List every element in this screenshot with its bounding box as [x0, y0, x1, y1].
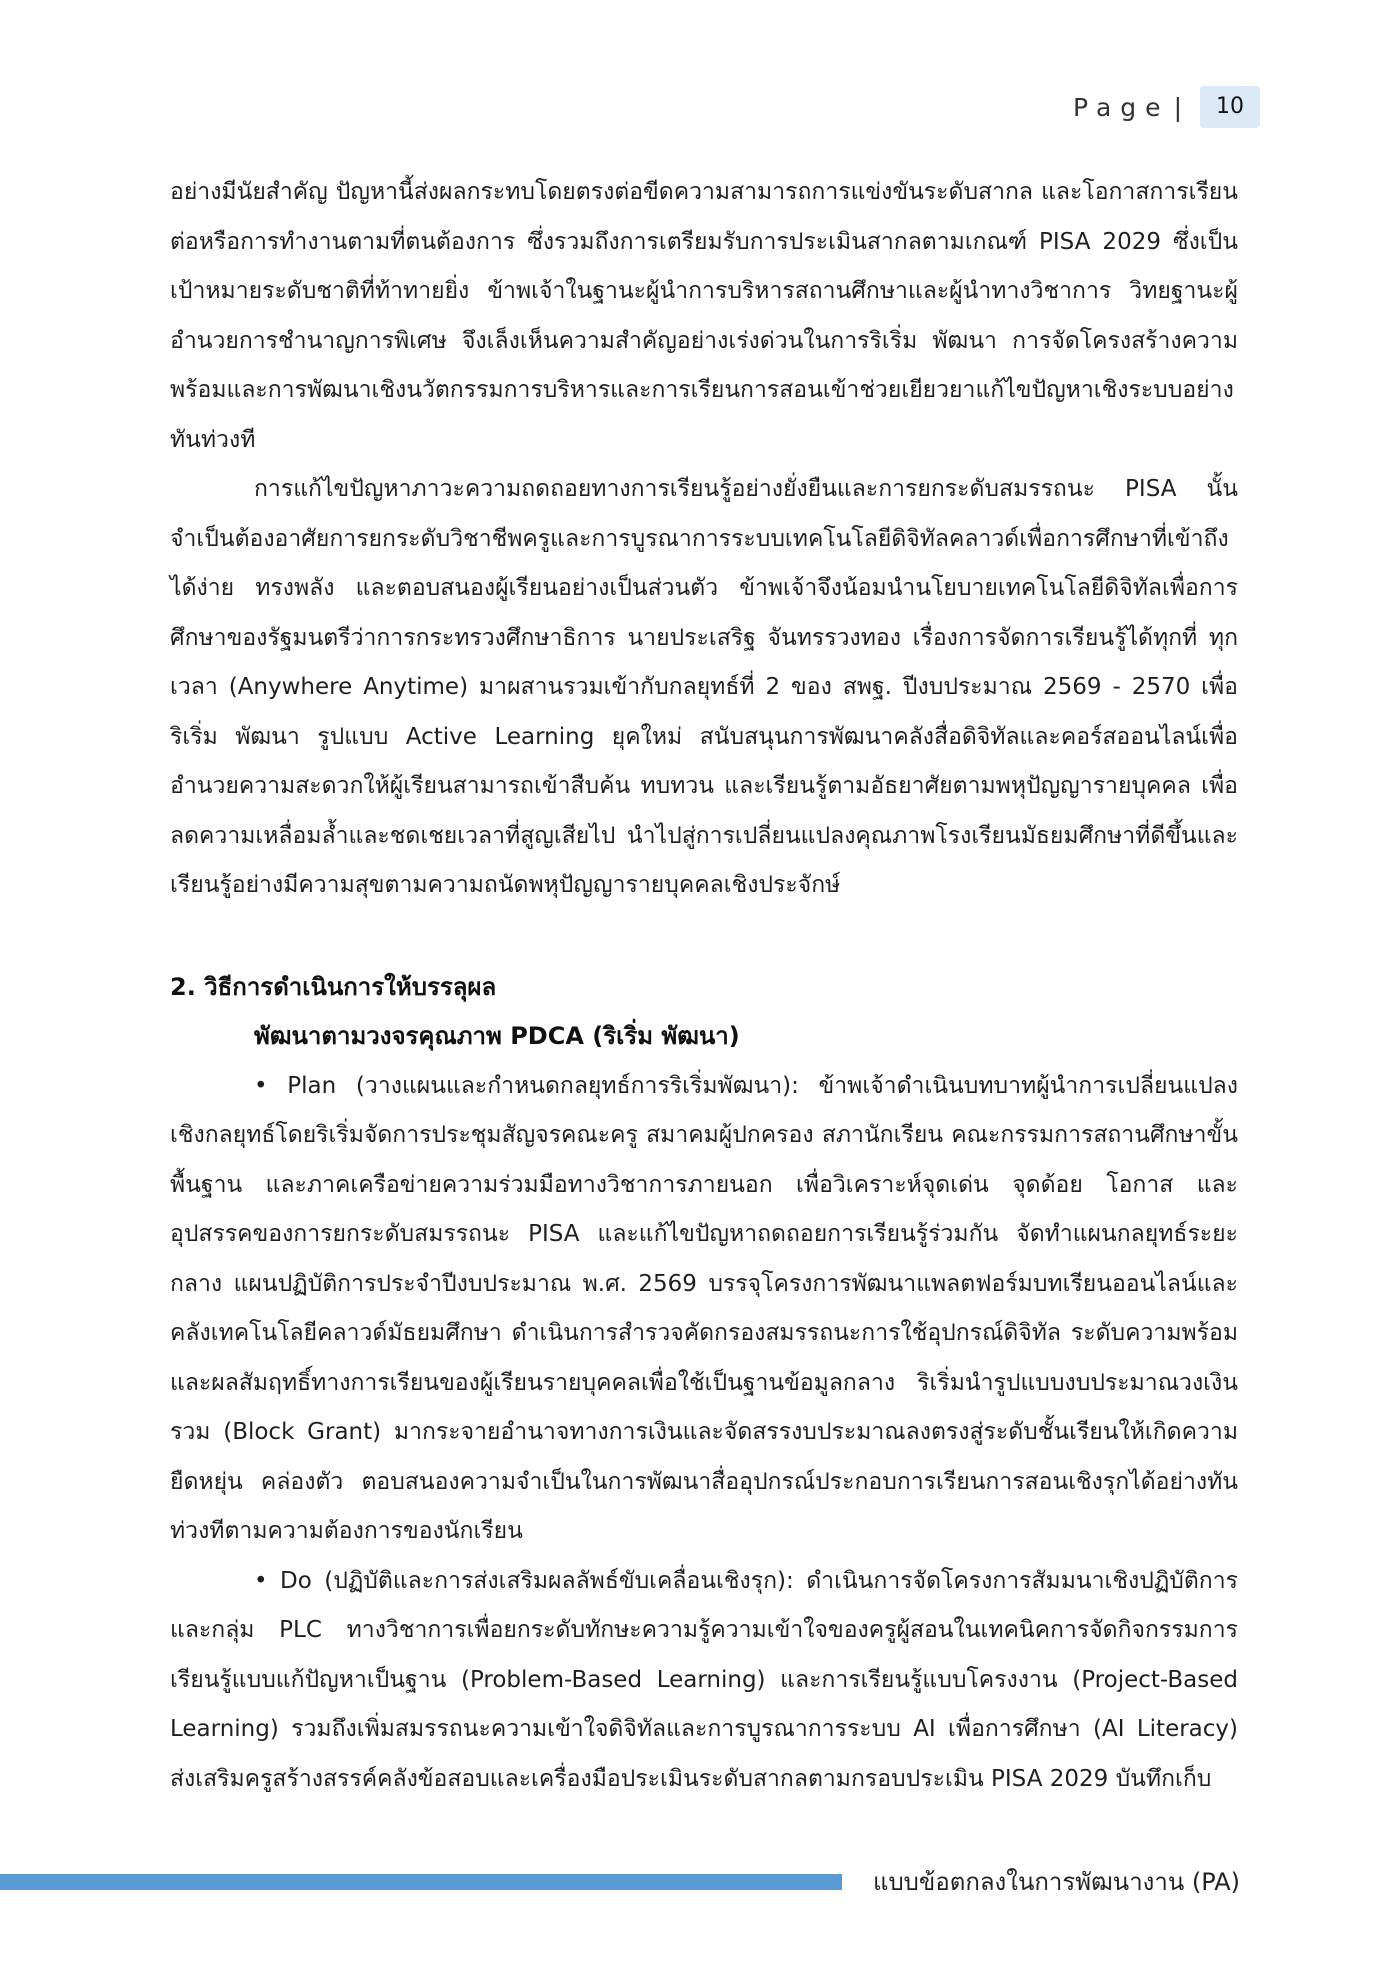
section-heading: 2. วิธีการดำเนินการให้บรรลุผล [170, 972, 497, 1001]
section-spacer [170, 911, 1238, 963]
plan-paragraph: • Plan (วางแผนและกำหนดกลยุทธ์การริเริ่มพัฒนา): ข้าพเจ้าดำเนินบทบาทผู้นำการเปลี่ยนแปลงเชิงกลยุทธ์โดยริเริ่มจัดการประชุมสัญจรคณะครู สมาคมผู้ปกครอง สภานักเรียน คณะกรรมการสถานศึกษาขั้นพื้นฐาน และภาคเครือข่ายความร่วมมือทางวิชาการภายนอก เพื่อวิเคราะห์จุดเด่น จุดด้อย โอกาส และอุปสรรคของการยกระดับสมรรถนะ PISA และแก้ไขปัญหาถดถอยการเรียนรู้ร่วมกัน จัดทำแผนกลยุทธ์ระยะกลาง แผนปฏิบัติการประจำปีงบประมาณ พ.ศ. 2569 บรรจุโครงการพัฒนาแพลตฟอร์มบทเรียนออนไลน์และคลังเทคโนโลยีคลาวด์มัธยมศึกษา ดำเนินการสำรวจคัดกรองสมรรถนะการใช้อุปกรณ์ดิจิทัล ระดับความพร้อมและผลสัมฤทธิ์ทางการเรียนของผู้เรียนรายบุคคลเพื่อใช้เป็นฐานข้อมูลกลาง ริเริ่มนำรูปแบบงบประมาณวงเงินรวม (Block Grant) มากระจายอำนาจทางการเงินและจัดสรรงบประมาณลงตรงสู่ระดับชั้นเรียนให้เกิดความยืดหยุ่น คล่องตัว ตอบสนองความจำเป็นในการพัฒนาสื่ออุปกรณ์ประกอบการเรียนการสอนเชิงรุกได้อย่างทันท่วงทีตามความต้องการของนักเรียน [170, 1072, 1238, 1544]
do-paragraph: • Do (ปฏิบัติและการส่งเสริมผลลัพธ์ขับเคลื่อนเชิงรุก): ดำเนินการจัดโครงการสัมมนาเชิงปฏิบัติการและกลุ่ม PLC ทางวิชาการเพื่อยกระดับทักษะความรู้ความเข้าใจของครูผู้สอนในเทคนิคการจัดกิจกรรมการเรียนรู้แบบแก้ปัญหาเป็นฐาน (Problem-Based Learning) และการเรียนรู้แบบโครงงาน (Project-Based Learning) รวมถึงเพิ่มสมรรถนะความเข้าใจดิจิทัลและการบูรณาการระบบ AI เพื่อการศึกษา (AI Literacy) ส่งเสริมครูสร้างสรรค์คลังข้อสอบและเครื่องมือประเมินระดับสากลตามกรอบประเมิน PISA 2029 บันทึกเก็บ [170, 1567, 1238, 1792]
solution-paragraph: การแก้ไขปัญหาภาวะความถดถอยทางการเรียนรู้อย่างยั่งยืนและการยกระดับสมรรถนะ PISA นั้นจำเป็นต้องอาศัยการยกระดับวิชาชีพครูและการบูรณาการระบบเทคโนโลยีดิจิทัลคลาวด์เพื่อการศึกษาที่เข้าถึงได้ง่าย ทรงพลัง และตอบสนองผู้เรียนอย่างเป็นส่วนตัว ข้าพเจ้าจึงน้อมนำนโยบายเทคโนโลยีดิจิทัลเพื่อการศึกษาของรัฐมนตรีว่าการกระทรวงศึกษาธิการ นายประเสริฐ จันทรรวงทอง เรื่องการจัดการเรียนรู้ได้ทุกที่ ทุกเวลา (Anywhere Anytime) มาผสานรวมเข้ากับกลยุทธ์ที่ 2 ของ สพฐ. ปีงบประมาณ 2569 - 2570 เพื่อริเริ่ม พัฒนา รูปแบบ Active Learning ยุคใหม่ สนับสนุนการพัฒนาคลังสื่อดิจิทัลและคอร์สออนไลน์เพื่ออำนวยความสะดวกให้ผู้เรียนสามารถเข้าสืบค้น ทบทวน และเรียนรู้ตามอัธยาศัยตามพหุปัญญารายบุคคล เพื่อลดความเหลื่อมล้ำและชดเชยเวลาที่สูญเสียไป นำไปสู่การเปลี่ยนแปลงคุณภาพโรงเรียนมัธยมศึกษาที่ดีขึ้นและเรียนรู้อย่างมีความสุขตามความถนัดพหุปัญญารายบุคคลเชิงประจักษ์ [170, 476, 1238, 898]
page-header [1073, 86, 1260, 128]
intro-paragraph: อย่างมีนัยสำคัญ ปัญหานี้ส่งผลกระทบโดยตรงต่อขีดความสามารถการแข่งขันระดับสากล และโอกาสการเรียนต่อหรือการทำงานตามที่ตนต้องการ ซึ่งรวมถึงการเตรียมรับการประเมินสากลตามเกณฑ์ PISA 2029 ซึ่งเป็นเป้าหมายระดับชาติที่ท้าทายยิ่ง ข้าพเจ้าในฐานะผู้นำการบริหารสถานศึกษาและผู้นำทางวิชาการ วิทยฐานะผู้อำนวยการชำนาญการพิเศษ จึงเล็งเห็นความสำคัญอย่างเร่งด่วนในการริเริ่ม พัฒนา การจัดโครงสร้างความพร้อมและการพัฒนาเชิงนวัตกรรมการบริหารและการเรียนการสอนเข้าช่วยเยียวยาแก้ไขปัญหาเชิงระบบอย่างทันท่วงที [170, 179, 1238, 453]
footer-accent-bar [0, 1874, 842, 1890]
document-body [170, 168, 1238, 1804]
page-separator: | [1173, 92, 1182, 122]
page-number-badge: 10 [1200, 86, 1260, 128]
footer-title: แบบข้อตกลงในการพัฒนางาน (PA) [872, 1868, 1240, 1896]
section-subheading: พัฒนาตามวงจรคุณภาพ PDCA (ริเริ่ม พัฒนา) [254, 1022, 740, 1050]
page-label: Page [1073, 92, 1170, 122]
